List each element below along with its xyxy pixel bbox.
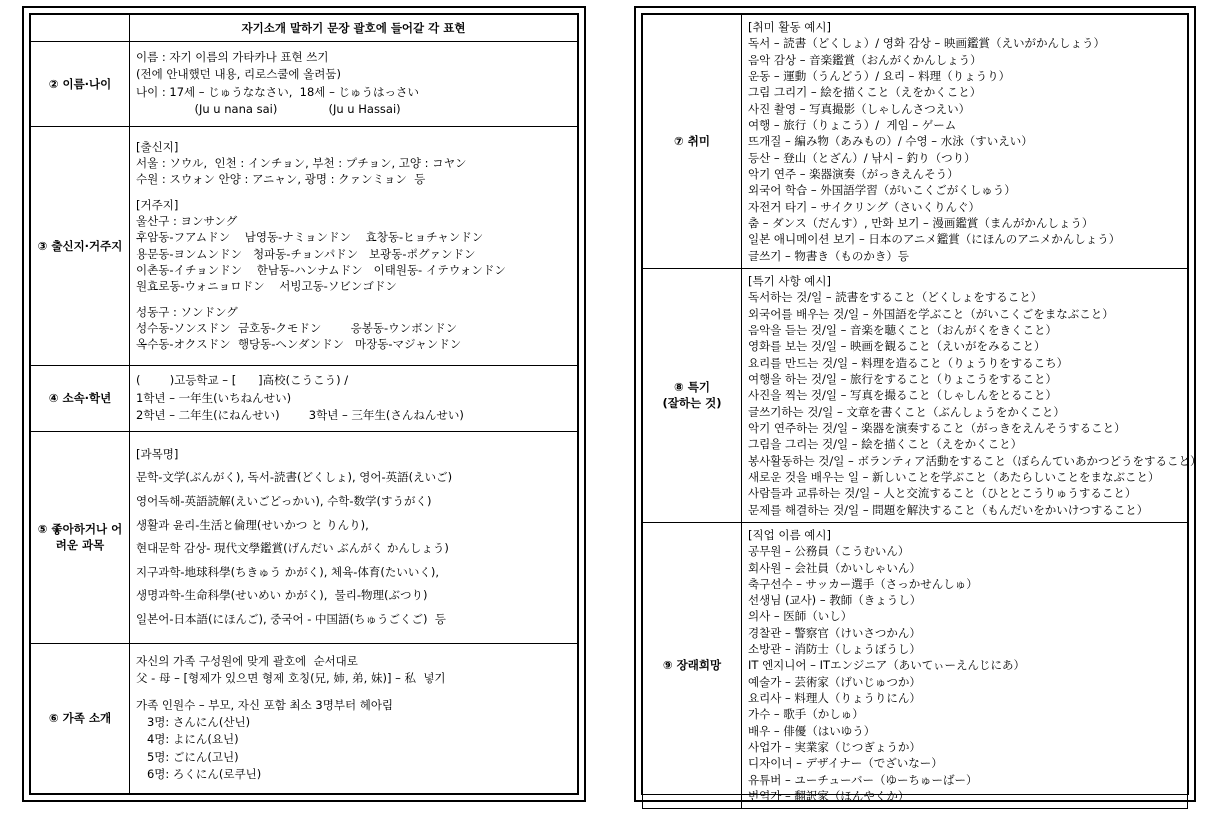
text-line: [특기 사항 예시] [748, 273, 831, 288]
text-line: 회사원 – 会社員（かいしゃいん） [748, 560, 921, 575]
text-line: 자전거 타기 – サイクリング（さいくりんぐ） [748, 199, 980, 214]
row-body-school-grade [130, 365, 578, 431]
row-body-talent [742, 268, 1202, 522]
text-line: 가수 – 歌手（かしゅ） [748, 707, 864, 722]
text-line: 후암동-フアムドン 남영동-ナミョンドン 효창동-ヒョチャンドン [136, 230, 484, 245]
text-line: 서울 : ソウル, 인천 : インチョン, 부천 : プチョン, 고양 : コヤン [136, 156, 467, 171]
text-line: IT 엔지니어 – ITエンジニア（あいてぃーえんじにあ） [748, 658, 1025, 673]
text-line: 사진 촬영 – 写真撮影（しゃしんさつえい） [748, 101, 971, 116]
text-line: 문제를 해결하는 것/일 – 問題を解決すること（もんだいをかいけつすること） [748, 502, 1149, 517]
row-body-future-job [742, 522, 1188, 809]
text-line: 여행 – 旅行（りょこう）/ 게임 – ゲーム [748, 117, 957, 132]
right-worksheet [634, 6, 1202, 804]
text-line: 봉사활동하는 것/일 – ボランティア活動をすること（ぼらんていあかつどうをすること） [748, 453, 1202, 468]
text-line: (Ju u nana sai) (Ju u Hassai) [136, 102, 401, 117]
text-line: 6명: ろくにん(로쿠닌) [136, 767, 262, 782]
text-line: 이촌동-イチョンドン 한남동-ハンナムドン 이태원동- イテウォンドン [136, 263, 506, 278]
table-row [31, 15, 578, 42]
text-line: 글쓰기 – 物書き（ものかき）등 [748, 248, 909, 263]
text-line: 새로운 것을 배우는 일 – 新しいことを学ぶこと（あたらしいことをまなぶこと） [748, 469, 1160, 484]
row-label-school-grade: ④ 소속·학년 [31, 365, 130, 431]
text-line: [거주지] [136, 197, 179, 212]
text-line: 3명: さんにん(산닌) [136, 715, 251, 730]
text-line: 문학-文学(ぶんがく), 독서-読書(どくしょ), 영어-英語(えいご) [136, 470, 453, 485]
text-line: 1학년 – 一年生(いちねんせい) [136, 390, 292, 405]
text-line: 여행을 하는 것/일 – 旅行をすること（りょこうをすること） [748, 371, 1058, 386]
text-line: 춤 – ダンス（だんす）, 만화 보기 – 漫画鑑賞（まんがかんしょう） [748, 215, 1094, 230]
text-line: 수원 : スウォン 안양 : アニャン, 광명 : クァンミョン 등 [136, 172, 426, 187]
spacer [136, 688, 571, 697]
text-line: 예술가 – 芸術家（げいじゅつか） [748, 674, 921, 689]
text-line: 일본 애니메이션 보기 – 日本のアニメ鑑賞（にほんのアニメかんしょう） [748, 232, 1121, 247]
left-worksheet [22, 6, 586, 802]
row-label-family: ⑥ 가족 소개 [31, 643, 130, 794]
row-label-subjects: ⑤ 좋아하거나 어려운 과목 [31, 431, 130, 643]
row-label-talent-main: ⑧ 특기 [674, 380, 710, 395]
title-label-cell [31, 15, 130, 42]
row-label-talent [643, 268, 742, 522]
text-line: 악기 연주하는 것/일 – 楽器を演奏すること（がっきをえんそうすること） [748, 420, 1126, 435]
row-body-name-age [130, 42, 578, 127]
row-label-future-job: ⑨ 장래희망 [643, 522, 742, 809]
table-row [643, 268, 1188, 522]
spacer [136, 188, 571, 197]
row-body-hobby [742, 15, 1188, 269]
text-line: 자신의 가족 구성원에 맞게 괄호에 순서대로 [136, 653, 358, 668]
text-line: 현대문학 감상- 現代文學鑑賞(げんだい ぶんがく かんしょう) [136, 541, 449, 556]
text-line: 독서 – 読書（どくしょ）/ 영화 감상 – 映画鑑賞（えいがかんしょう） [748, 36, 1105, 51]
text-line: 생명과학-生命科學(せいめい かがく), 물리-物理(ぶつり) [136, 588, 428, 603]
text-line: 사업가 – 実業家（じつぎょうか） [748, 740, 921, 755]
text-line: 사람들과 교류하는 것/일 – 人と交流すること（ひととこうりゅうすること） [748, 486, 1137, 501]
text-line: 음악을 듣는 것/일 – 音楽を聴くこと（おんがくをきくこと） [748, 322, 1058, 337]
row-label-hobby: ⑦ 취미 [643, 15, 742, 269]
left-table-frame [29, 13, 579, 795]
text-line: 그림을 그리는 것/일 – 絵を描くこと（えをかくこと） [748, 437, 1023, 452]
right-table-frame [641, 13, 1202, 804]
row-body-origin-residence [130, 126, 578, 365]
text-line: 가족 인원수 – 부모, 자신 포함 최소 3명부터 헤아림 [136, 697, 394, 712]
text-line: 음악 감상 – 音楽鑑賞（おんがくかんしょう） [748, 52, 982, 67]
text-line: 이름 : 자기 이름의 가타카나 표현 쓰기 [136, 50, 329, 65]
text-line: 외국어 학습 – 外国語学習（がいこくごがくしゅう） [748, 183, 1016, 198]
text-line: 유튜버 – ユーチューバー（ゆーちゅーばー） [748, 772, 978, 787]
text-line: [출신지] [136, 139, 179, 154]
text-line: 등산 – 登山（とざん）/ 낚시 – 釣り（つり） [748, 150, 976, 165]
text-line: ( )고등학교 – [ ]高校(こうこう) / [136, 373, 349, 388]
text-line: 나이 : 17세 – じゅうななさい, 18세 – じゅうはっさい [136, 84, 419, 99]
text-line: 영어독해-英語読解(えいごどっかい), 수학-数学(すうがく) [136, 493, 432, 508]
text-line: 뜨개질 – 編み物（あみもの）/ 수영 – 水泳（すいえい） [748, 134, 1033, 149]
table-row [643, 15, 1188, 269]
text-line: [직업 이름 예시] [748, 527, 831, 542]
row-body-subjects [130, 431, 578, 643]
left-table [30, 14, 578, 794]
text-line: 요리를 만드는 것/일 – 料理を造ること（りょうりをするこち） [748, 355, 1069, 370]
text-line: [과목명] [136, 446, 179, 461]
table-row [31, 365, 578, 431]
right-table [642, 14, 1202, 809]
text-line: 울산구 : ヨンサング [136, 214, 238, 229]
text-line: 5명: ごにん(고닌) [136, 749, 239, 764]
text-line: 번역가 – 翻訳家（ほんやくか） [748, 789, 910, 804]
text-line: 옥수동-オクスドン 행당동-ヘンダンドン 마장동-マジャンドン [136, 337, 462, 352]
row-label-origin-residence: ③ 출신지·거주지 [31, 126, 130, 365]
table-row [31, 431, 578, 643]
table-row [31, 643, 578, 794]
table-row [31, 126, 578, 365]
text-line: 성수동-ソンスドン 금호동-クモドン 응봉동-ウンボンドン [136, 321, 458, 336]
text-line: 공무원 – 公務員（こうむいん） [748, 544, 910, 559]
row-body-family [130, 643, 578, 794]
row-label-talent-sub: (잘하는 것) [662, 396, 722, 411]
table-row [643, 522, 1188, 809]
text-line: 지구과학-地球科學(ちきゅう かがく), 체육-体育(たいいく), [136, 564, 440, 579]
text-line: (전에 안내했던 내용, 리로스쿨에 올려둠) [136, 67, 341, 82]
text-line: 사진을 찍는 것/일 – 写真を撮ること（しゃしんをとること） [748, 388, 1058, 403]
text-line: 운동 – 運動（うんどう）/ 요리 – 料理（りょうり） [748, 68, 1011, 83]
text-line: 父 - 母 – [형제가 있으면 형제 호칭(兄, 姉, 弟, 妹)] – 私 넣기 [136, 671, 446, 686]
spacer [136, 295, 571, 304]
text-line: 축구선수 – サッカー選手（さっかせんしゅ） [748, 576, 978, 591]
text-line: 4명: よにん(요닌) [136, 732, 239, 747]
text-line: 선생님 (교사) – 教師（きょうし） [748, 593, 922, 608]
worksheet-title: 자기소개 말하기 문장 괄호에 들어갈 각 표현 [130, 15, 578, 42]
text-line: 원효로동-ウォニョロドン 서빙고동-ソビンゴドン [136, 279, 397, 294]
text-line: 2학년 – 二年生(にねんせい) 3학년 – 三年生(さんねんせい) [136, 408, 464, 422]
text-line: 경찰관 – 警察官（けいさつかん） [748, 625, 921, 640]
text-line: 일본어-日本語(にほんご), 중국어 - 中国語(ちゅうごくご) 등 [136, 611, 446, 626]
text-line: 소방관 – 消防士（しょうぼうし） [748, 642, 921, 657]
text-line: 외국어를 배우는 것/일 – 外国語を学ぶこと（がいこくごをまなぶこと） [748, 306, 1114, 321]
text-line: 용문동-ヨンムンドン 청파동-チョンパドン 보광동-ポグァンドン [136, 246, 476, 261]
text-line: 영화를 보는 것/일 – 映画を観ること（えいがをみること） [748, 339, 1046, 354]
text-line: 디자이너 – デザイナー（でざいなー） [748, 756, 943, 771]
text-line: 생활과 윤리-生活と倫理(せいかつ と りんり), [136, 517, 369, 532]
text-line: 그림 그리기 – 絵を描くこと（えをかくこと） [748, 85, 982, 100]
text-line: 독서하는 것/일 – 読書をすること（どくしょをすること） [748, 290, 1043, 305]
text-line: 악기 연주 – 楽器演奏（がっきえんそう） [748, 166, 959, 181]
text-line: [취미 활동 예시] [748, 20, 831, 34]
row-label-name-age: ② 이름·나이 [31, 42, 130, 127]
text-line: 의사 – 医師（いし） [748, 609, 853, 624]
text-line: 요리사 – 料理人（りょうりにん） [748, 691, 921, 706]
table-row [31, 42, 578, 127]
text-line: 배우 – 俳優（はいゆう） [748, 723, 876, 738]
text-line: 글쓰기하는 것/일 – 文章を書くこと（ぶんしょうをかくこと） [748, 404, 1065, 419]
text-line: 성동구 : ソンドング [136, 304, 238, 319]
